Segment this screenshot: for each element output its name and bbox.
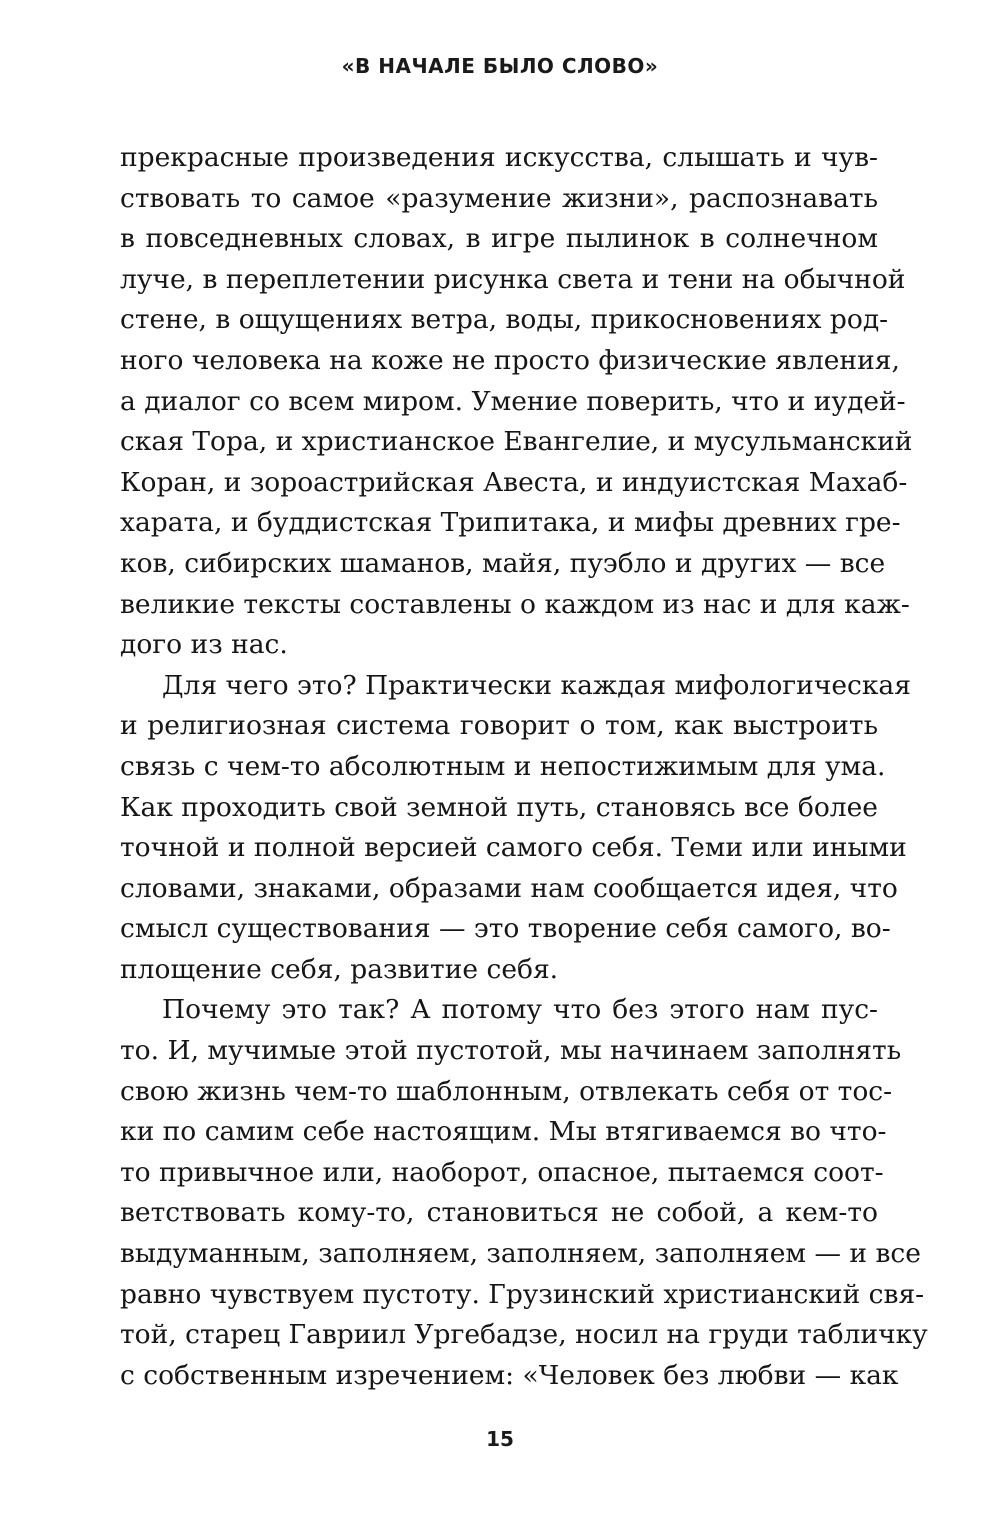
text-line: дого из нас. [120,629,288,661]
text-line: то привычное или, наоборот, опасное, пытаемся соот- [120,1156,884,1188]
text-line: Коран, и зороастрийская Авеста, и индуистская Махаб- [120,466,908,498]
text-line: ного человека на коже не просто физические явления, [120,344,900,376]
text-line: площение себя, развитие себя. [120,953,559,985]
text-line: прекрасные произведения искусства, слышать и чув- [120,142,878,173]
text-line: ствовать то самое «разумение жизни», распознавать [120,182,878,214]
paragraph-1 [120,138,913,666]
text-line: Как проходить свой земной путь, становясь все более [120,791,878,823]
text-line: а диалог со всем миром. Умение поверить, что и иудей- [120,385,906,417]
text-line: великие тексты составлены о каждом из нас и для каж- [120,588,910,620]
page-number: 15 [486,1427,514,1451]
text-line: ская Тора, и христианское Евангелие, и мусульманский [120,426,913,458]
text-line: и религиозная система говорит о том, как выстроить [120,710,878,742]
text-line: луче, в переплетении рисунка света и тени на обычной [120,263,906,295]
text-line: харата, и буддистская Трипитака, и мифы древних гре- [120,507,901,539]
paragraph-3 [120,990,928,1396]
text-line: Почему это так? А потому что без этого нам пус- [162,994,878,1026]
text-line: в повседневных словах, в игре пылинок в солнечном [120,223,878,255]
text-line: ки по самим себе настоящим. Мы втягиваемся во что- [120,1116,887,1148]
text-line: равно чувствуем пустоту. Грузинский христианский свя- [120,1278,925,1310]
paragraph-2 [120,666,911,991]
body-text [120,138,928,1396]
text-line: смысл существования — это творение себя самого, во- [120,913,891,945]
running-head: «В НАЧАЛЕ БЫЛО СЛОВО» [341,54,659,78]
text-line: ков, сибирских шаманов, майя, пуэбло и других — все [120,547,886,579]
text-line: связь с чем-то абсолютным и непостижимым для ума. [120,750,886,782]
text-line: свою жизнь чем-то шаблонным, отвлекать себя от тос- [120,1075,893,1107]
text-line: выдуманным, заполняем, заполняем, заполняем — и все [120,1238,921,1270]
text-line: точной и полной версией самого себя. Теми или иными [120,832,907,864]
text-line: с собственным изречением: «Человек без любви — как [120,1359,899,1391]
text-line: стене, в ощущениях ветра, воды, прикосновениях род- [120,304,889,336]
text-line: то. И, мучимые этой пустотой, мы начинаем заполнять [120,1035,902,1067]
text-line: словами, знаками, образами нам сообщается идея, что [120,872,898,904]
text-line: Для чего это? Практически каждая мифологическая [162,669,911,701]
text-line: ветствовать кому-то, становиться не собой, а кем-то [120,1197,878,1229]
text-line: той, старец Гавриил Ургебадзе, носил на груди табличку [120,1319,928,1351]
